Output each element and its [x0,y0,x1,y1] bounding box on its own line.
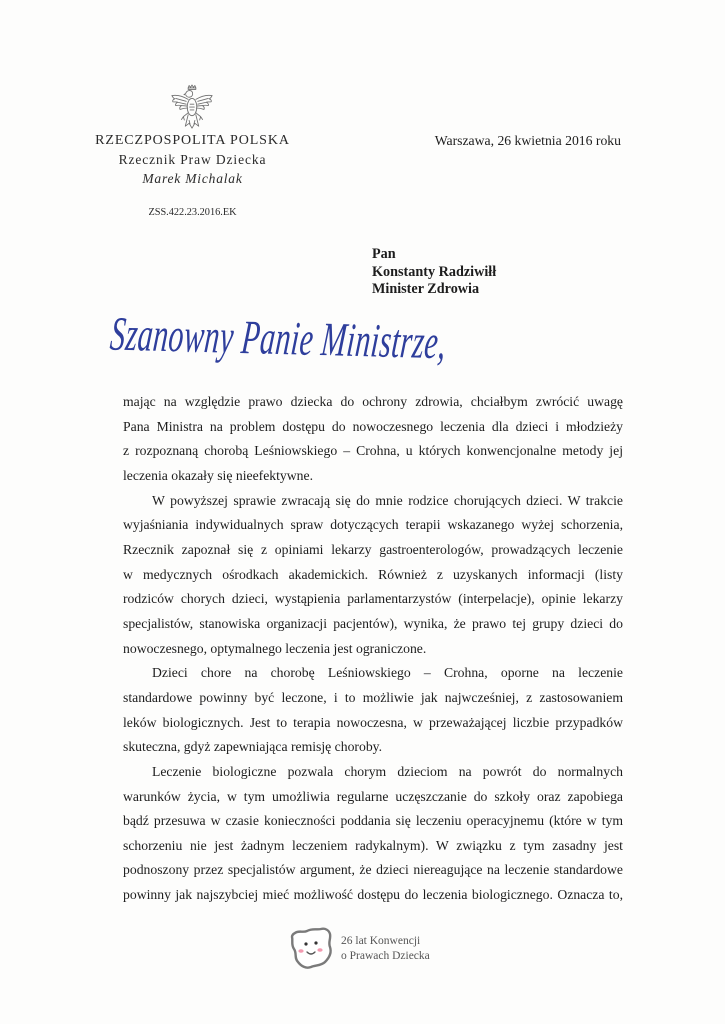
sender-block [60,132,325,220]
body-line: Rzecznik zapoznał się z opiniami lekarzy gastroenterologów, prowadzących leczenie [123,541,623,557]
body-line: w medycznych ośrodkach akademickich. Również z uzyskanych informacji (listy [123,566,623,582]
body-line: podnoszony przez specjalistów argument, że dzieci niereagujące na leczenie standardowe [123,862,623,878]
body-line: nowoczesnego, optymalnego leczenia jest ograniczone. [123,640,427,656]
body-paragraph [123,489,623,662]
body-line: leków biologicznych. Jest to terapia nowoczesna, w przeważającej liczbie przypadków [123,714,623,730]
body-line: skuteczna, gdyż zapewniająca remisję choroby. [123,739,383,755]
body-line: bądź przesuwa w czasie konieczności poddania się leczeniu operacyjnemu (które w tym [123,813,623,829]
body-line: Leczenie biologiczne pozwala chorym dzieciom na powrót do normalnych [152,763,623,779]
letter-body [123,390,623,908]
letter-date: Warszawa, 26 kwietnia 2016 roku [434,133,621,148]
body-line: z rozpoznaną chorobą Leśniowskiego – Crohna, u których konwencjonalne metody jej [123,443,623,459]
country-name: RZECZPOSPOLITA POLSKA [95,133,290,148]
body-line: warunków życia, w tym umożliwia regularne uczęszczanie do szkoły oraz zapobiega [123,788,623,804]
recipient-salutation: Pan [372,246,396,262]
office-name: Rzecznik Praw Dziecka [118,152,267,167]
body-paragraph [123,390,623,489]
body-line: schorzeniu nie jest żadnym leczeniem radykalnym). W związku z tym zasadny jest [123,837,623,853]
body-line: standardowe powinny być leczone, i to możliwie jak najwcześniej, z zastosowaniem [123,689,623,705]
body-paragraph [123,760,623,908]
recipient-block [372,246,496,299]
footer-line-1: 26 lat Konwencji [341,935,421,947]
body-line: Pana Ministra na problem dostępu do nowoczesnego leczenia dla dzieci i młodzieży [123,418,623,434]
recipient-title: Minister Zdrowia [372,281,480,298]
body-line: wyjaśniania indywidualnych spraw dotyczących terapii wskazanego wyżej schorzenia, [123,517,623,533]
body-paragraph [123,661,623,760]
footer-caption [341,934,430,964]
body-line: specjalistów, stanowiska organizacji pacjentów), wynika, że prawo tej grupy dzieci do [123,615,623,631]
body-line: mając na względzie prawo dziecka do ochrony zdrowia, chciałbym zwrócić uwagę [123,394,623,409]
body-line: Dzieci chore na chorobę Leśniowskiego – Crohna, oporne na leczenie [152,665,623,681]
reference-number: ZSS.422.23.2016.EK [148,207,237,218]
sender-name: Marek Michalak [142,171,243,186]
eagle-emblem-icon [169,84,215,132]
body-line: W powyższej sprawie zwracają się do mnie rodzice chorujących dzieci. W trakcie [152,492,623,508]
handwritten-greeting: Szanowny Panie Ministrze, [108,308,449,370]
footer-line-2: o Prawach Dziecka [341,950,430,962]
child-face-logo-icon [289,924,335,972]
body-line: powinny jak najszybciej mieć możliwość dostępu do leczenia biologicznego. Oznacza to, [123,887,623,903]
body-line: rodziców chorych dzieci, wystąpienia parlamentarzystów (interpelacje), opinie lekarzy [123,591,623,607]
body-line: leczenia okazały się nieefektywne. [123,467,314,483]
recipient-name: Konstanty Radziwiłł [372,263,497,280]
